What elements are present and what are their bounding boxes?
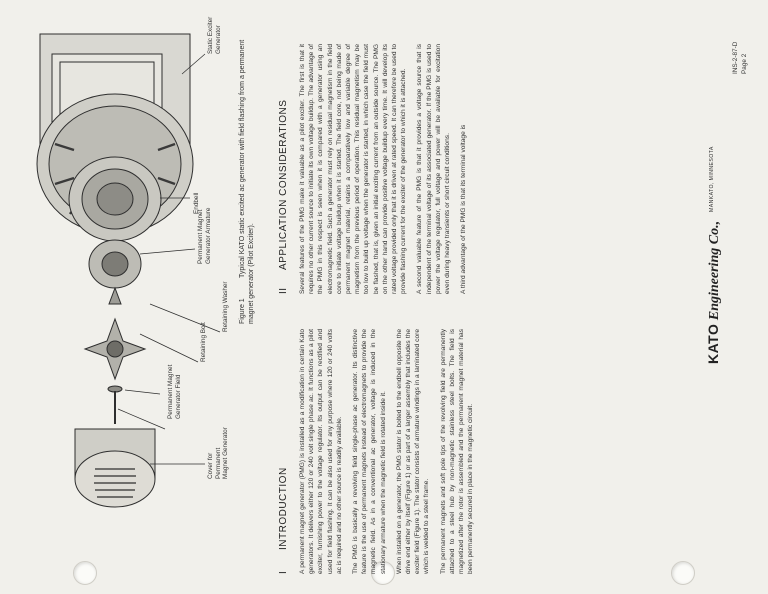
section-1-paragraph-1: A permanent magnet generator (PMG) is installed as a modification in certain Kato generators. It delivers either 120 or 240 volt single phase ac. It functions as a pilot exciter, furnishing power to the voltage regulator. Its output can be rectified and used for field flashing. It can be also used for any purpose where 120 or 240 volts ac is required and no other source is readily available.: [299, 329, 343, 574]
section-2-number: II: [278, 287, 289, 294]
section-1-body: [298, 329, 482, 574]
label-pmg-armature: Permanent Magnet Generator Armature: [197, 207, 212, 264]
logo-engineering-script: Engineering Co.,: [707, 220, 722, 321]
label-pmg-field: Permanent Magnet Generator Field: [167, 364, 182, 419]
section-2-paragraph-2: A second valuable feature of the PMG is that it provides a voltage source that is independent of the terminal voltage of its associated generator. If the PMG is used to power the voltage regulator, full voltage and power will be available for excitation even during heavy transients or short circuit conditions.: [416, 44, 452, 294]
kato-engineering-logo: [705, 221, 723, 364]
section-1-paragraph-3: When installed on a generator, the PMG stator is bolted to the endbell opposite the drive end either by itself (Figure 1) or as part of a larger assembly that includes the exciter field (Figure 1). The stator consists of armature windings in a laminated core which is welded to a steel frame.: [395, 329, 431, 574]
logo-kato: KATO: [705, 323, 721, 364]
figure-caption: [238, 24, 256, 324]
figure-number: Figure 1: [239, 298, 246, 324]
section-1-paragraph-4: The permanent magnets and soft pole tips of the revolving field are permanently attached to a steel hub by non-magnetic stainless steel bolts. The field is magnetized after the rotor is assembled and the permanent magnet material has been permanently secured in place in the magnetic circuit.: [439, 329, 475, 574]
label-retaining-bolt: Retaining Bolt: [200, 322, 207, 362]
label-retaining-washer: Retaining Washer: [222, 281, 229, 332]
section-1-title: INTRODUCTION: [278, 467, 289, 550]
label-endbell: Endbell: [193, 192, 200, 214]
document-number: INS-2-87-D: [732, 41, 739, 74]
company-city: MANKATO, MINNESOTA: [709, 146, 715, 212]
label-static-exciter-generator: Static Exciter Generator: [207, 16, 222, 54]
figure-caption-text: Typical KATO static excited ac generator with field flashing from a permanent magnet generator (Pilot Exciter).: [239, 39, 255, 324]
section-1-paragraph-2: The PMG is basically a revolving field single-phase ac generator. Its distinctive feature is the use of permanent magnets instead of electromagnets to provide the magnetic field. As in a conventional ac generator, voltage is induced in the stationary armature when the magnetic field is rotated inside it.: [352, 329, 387, 574]
section-1-number: I: [278, 570, 289, 574]
section-2-paragraph-1: Several features of the PMG make it valuable as a pilot exciter. The first is that it requires no other current source to initiate its own voltage buildup. The advantage of the PMG in this respect is seen when it is compared with a generator using an electromagnetic field. Such a generator must rely on residual magnetism in the field core to initiate voltage buildup when it is started. The field core, not being made of permanent magnet material, retains a comparatively low and variable degree of magnetism from the previous period of operation. This residual magnetism may be too low to build up voltage when the generator is started, in which case the field must be flashed, that is, given an initial exciting current from an outside source. The PMG on the other hand can provide positive voltage buildup every time. It will develop its rated voltage provided only that it is driven at rated speed. It can therefore be used to provide flashing current for the exciter of the generator to which it is attached.: [299, 44, 408, 294]
section-2-heading: [278, 100, 289, 294]
section-2-body: [298, 44, 475, 294]
section-1-heading: [278, 467, 289, 574]
label-pmg-cover: Cover for Permanent Magnet Generator: [207, 427, 230, 479]
page-number: Page 2: [741, 53, 748, 74]
section-2-title: APPLICATION CONSIDERATIONS: [278, 99, 289, 270]
section-2-paragraph-3: A third advantage of the PMG is that its terminal voltage is: [460, 124, 468, 294]
